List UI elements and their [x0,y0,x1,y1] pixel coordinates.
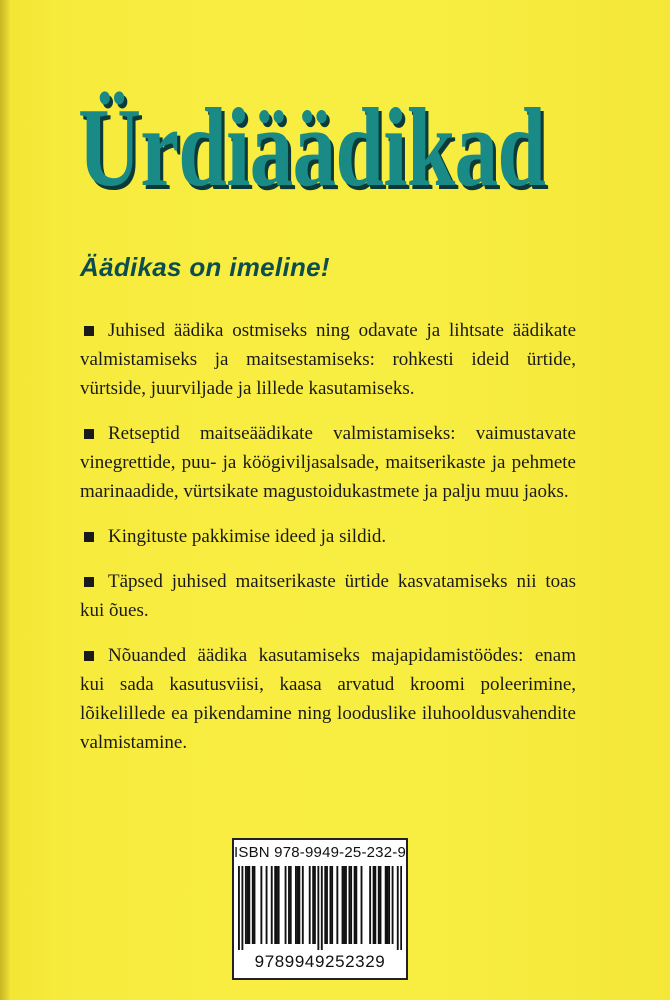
barcode-bar [241,866,243,950]
barcode-bar [373,866,375,944]
barcode-bar [248,866,250,944]
isbn-barcode [232,838,408,980]
book-title: Ürdiäädikad [78,86,546,210]
barcode-bar [374,866,376,944]
barcode-bar [324,866,326,944]
barcode-bar [348,866,350,944]
barcode-icon [238,866,402,950]
barcode-bar [314,866,316,944]
list-item [80,316,576,403]
barcode-bar [317,866,319,950]
barcode-bar [295,866,297,944]
barcode-bar [298,866,300,944]
list-item [80,522,576,551]
list-item-text: Kingituste pakkimise ideed ja sildid. [108,526,387,547]
book-subtitle: Äädikas on imeline! [80,252,330,282]
barcode-bar [355,866,357,944]
barcode-bar [378,866,380,944]
barcode-bar [388,866,390,944]
barcode-bar [271,866,273,944]
barcode-bar [331,866,333,944]
barcode-bar [345,866,347,944]
barcode-bar [329,866,331,944]
square-bullet-icon [84,651,94,661]
barcode-bar [238,866,240,950]
barcode-bar [380,866,382,944]
square-bullet-icon [84,326,94,336]
barcode-bar [266,866,268,944]
barcode-bar [247,866,249,944]
barcode-bar [361,866,363,944]
barcode-bar [254,866,256,944]
feature-list [80,316,576,773]
barcode-bar [252,866,254,944]
list-item [80,641,576,757]
barcode-bar [392,866,394,944]
square-bullet-icon [84,429,94,439]
list-item [80,419,576,506]
barcode-bar [321,866,323,950]
barcode-bar [245,866,247,944]
barcode-bar [290,866,292,944]
square-bullet-icon [84,532,94,542]
barcode-bar [297,866,299,944]
barcode-digits: 9789949252329 [254,952,386,971]
barcode-bar [276,866,278,944]
list-item-text: Täpsed juhised maitserikaste ürtide kasvatamiseks nii toas kui õues. [80,571,576,621]
barcode-bar [309,866,311,944]
barcode-bar [336,866,338,944]
barcode-bar [350,866,352,944]
barcode-bar [278,866,280,944]
barcode-bar [285,866,287,944]
barcode-bar [260,866,262,944]
list-item [80,567,576,625]
barcode-bar [274,866,276,944]
barcode-bar [343,866,345,944]
barcode-bar [302,866,304,944]
list-item-text: Retseptid maitseäädikate valmistamiseks: vaimustavate vinegrettide, puu- ja köögiviljasalsade, maitserikaste ja pehmete marinaadide, vürtsikate magustoidukastmete ja palju muu jaoks. [80,423,576,502]
barcode-bar [288,866,290,944]
barcode-bar [400,866,402,950]
barcode-bar [326,866,328,944]
barcode-bar [342,866,344,944]
isbn-label: ISBN 978-9949-25-232-9 [234,844,407,861]
list-item-text: Nõuanded äädika kasutamiseks majapidamistöödes: enam kui sada kasutusviisi, kaasa arvatud kroomi poleerimine, lõikelillede ea pikendamine ning looduslike iluhooldusvahendite valmistamine. [80,645,576,753]
list-item-text: Juhised äädika ostmiseks ning odavate ja lihtsate äädikate valmistamiseks ja maitsestamiseks: rohkesti ideid ürtide, vürtside, juurviljade ja lillede kasutamiseks. [80,320,576,399]
barcode-bar [385,866,387,944]
barcode-bar [386,866,388,944]
barcode-bar [369,866,371,944]
barcode-bar [397,866,399,950]
square-bullet-icon [84,577,94,587]
barcode-bar [312,866,314,944]
barcode-bar [354,866,356,944]
